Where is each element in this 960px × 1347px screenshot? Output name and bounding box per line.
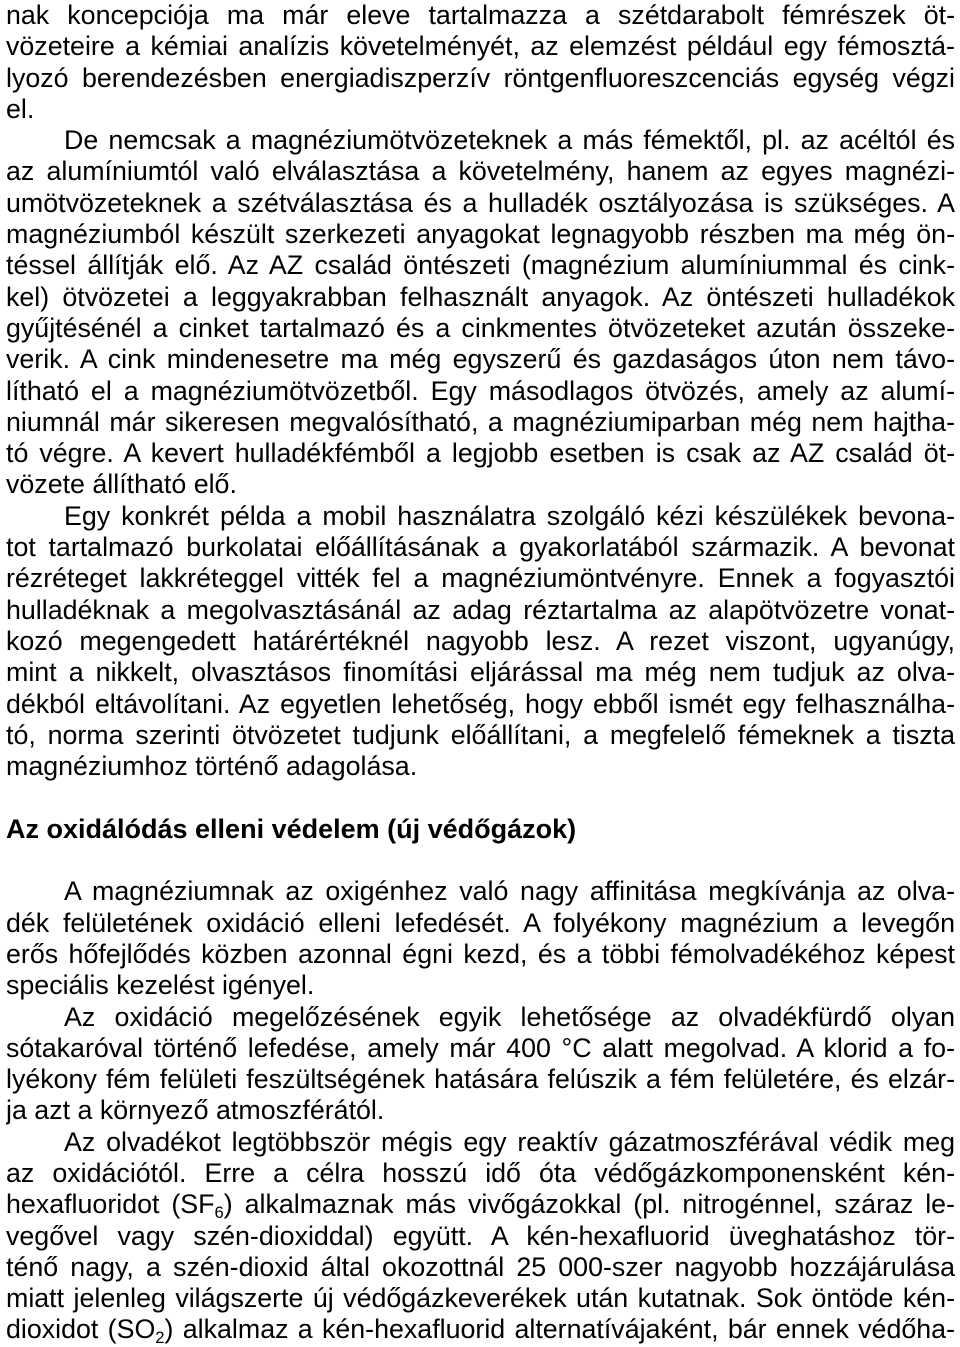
text-line: kel) ötvözetei a leggyakrabban felhasznált anyagok. Az öntészeti hulladékok — [6, 281, 955, 312]
text-line: tot tartalmazó burkolatai előállításának a gyakorlatából származik. A bevonat — [6, 532, 955, 563]
paragraph — [6, 1127, 955, 1346]
text-line: el. — [6, 93, 35, 124]
text-line: speciális kezelést igényel. — [6, 970, 315, 1001]
text-segment: ) alkalmaz a kén-hexafluorid alternatívájaként, bár ennek védőha- — [164, 1314, 955, 1345]
paragraph — [6, 0, 955, 125]
text-line: vözeteire a kémiai analízis követelményét, az elemzést például egy fémosztá- — [6, 31, 955, 62]
text-line: De nemcsak a magnéziumötvözeteknek a más fémektől, pl. az acéltól és — [64, 125, 955, 156]
text-line: niumnál már sikeresen megvalósítható, a magnéziumiparban még nem hajtha- — [6, 406, 955, 437]
text-line: kozó megengedett határértéknél nagyobb lesz. A rezet viszont, ugyanúgy, — [6, 625, 955, 656]
text-line — [6, 1189, 955, 1220]
text-line: lyékony fém felületi feszültségének hatására felúszik a fém felületére, és elzár- — [6, 1064, 955, 1095]
text-line: magnéziumhoz történő adagolása. — [6, 751, 418, 782]
text-line: tó végre. A kevert hulladékfémből a legjobb esetben is csak az AZ család öt- — [6, 438, 955, 469]
text-line: A magnéziumnak az oxigénhez való nagy affinitása megkívánja az olva- — [64, 876, 955, 907]
text-line: dék felületének oxidáció elleni lefedését. A folyékony magnézium a levegőn — [6, 907, 955, 938]
text-line: nak koncepciója ma már eleve tartalmazza a szétdarabolt fémrészek öt- — [6, 0, 955, 30]
text-line: Az oxidáció megelőzésének egyik lehetősége az olvadékfürdő olyan — [64, 1001, 955, 1032]
text-line: umötvözeteknek a szétválasztása és a hulladék osztályozása is szükséges. A — [6, 187, 955, 218]
text-line: lyozó berendezésben energiadiszperzív röntgenfluoreszcenciás egység végzi — [6, 62, 955, 93]
text-line: az alumíniumtól való elválasztása a követelmény, hanem az egyes magnézi- — [6, 156, 955, 187]
text-line: Egy konkrét példa a mobil használatra szolgáló kézi készülékek bevona- — [64, 500, 955, 531]
text-segment: ) alkalmaznak más vivőgázokkal (pl. nitrogénnel, száraz le- — [223, 1189, 955, 1220]
subscript: 6 — [214, 1203, 224, 1221]
text-line: verik. A cink mindenesetre ma még egyszerű és gazdaságos úton nem távo- — [6, 344, 955, 375]
text-line: ja azt a környező atmoszférától. — [6, 1095, 385, 1126]
text-line: Az olvadékot legtöbbször mégis egy reaktív gázatmoszférával védik meg — [64, 1126, 955, 1157]
subscript: 2 — [155, 1328, 165, 1346]
text-line: magnéziumból készült szerkezeti anyagokat legnagyobb részben ma még ön- — [6, 219, 955, 250]
text-line: rézréteget lakkréteggel vitték fel a magnéziumöntvényre. Ennek a fogyasztói — [6, 563, 955, 594]
text-segment: dioxidot (SO — [6, 1314, 156, 1345]
text-line: vegővel vagy szén-dioxiddal) együtt. A kén-hexafluorid üveghatáshoz tör- — [6, 1220, 955, 1251]
text-segment: hexafluoridot (SF — [6, 1189, 215, 1220]
paragraph — [6, 876, 955, 1001]
text-line: gyűjtésénél a cinket tartalmazó és a cinkmentes ötvözeteket azután összeke- — [6, 312, 955, 343]
text-line: erős hőfejlődés közben azonnal égni kezd, és a többi fémolvadékéhoz képest — [6, 938, 955, 969]
text-line: dékból eltávolítani. Az egyetlen lehetőség, hogy ebből ismét egy felhasználha- — [6, 688, 955, 719]
paragraph — [6, 125, 955, 501]
text-line: lítható el a magnéziumötvözetből. Egy másodlagos ötvözés, amely az alumí- — [6, 375, 955, 406]
text-line — [6, 1314, 955, 1345]
section-heading: Az oxidálódás elleni védelem (új védőgázok) — [6, 813, 577, 844]
paragraph — [6, 501, 955, 783]
text-line: vözete állítható elő. — [6, 469, 237, 500]
document-body — [6, 0, 955, 1346]
text-line: az oxidációtól. Erre a célra hosszú idő óta védőgázkomponensként kén- — [6, 1157, 955, 1188]
text-line: tó, norma szerinti ötvözetet tudjunk előállítani, a megfelelő fémeknek a tiszta — [6, 719, 955, 750]
text-line: sótakaróval történő lefedése, amely már 400 °C alatt megolvad. A klorid a fo- — [6, 1032, 955, 1063]
text-line: miatt jelenleg világszerte új védőgázkeverékek után kutatnak. Sok öntöde kén- — [6, 1283, 955, 1314]
text-line: mint a nikkelt, olvasztásos finomítási eljárással ma még nem tudjuk az olva- — [6, 657, 955, 688]
text-line: ténő nagy, a szén-dioxid által okozottnál 25 000-szer nagyobb hozzájárulása — [6, 1251, 955, 1282]
text-line: téssel állítják elő. Az AZ család öntészeti (magnézium alumíniummal és cink- — [6, 250, 955, 281]
paragraph — [6, 1002, 955, 1127]
text-line: hulladéknak a megolvasztásánál az adag réztartalma az alapötvözetre vonat- — [6, 594, 955, 625]
